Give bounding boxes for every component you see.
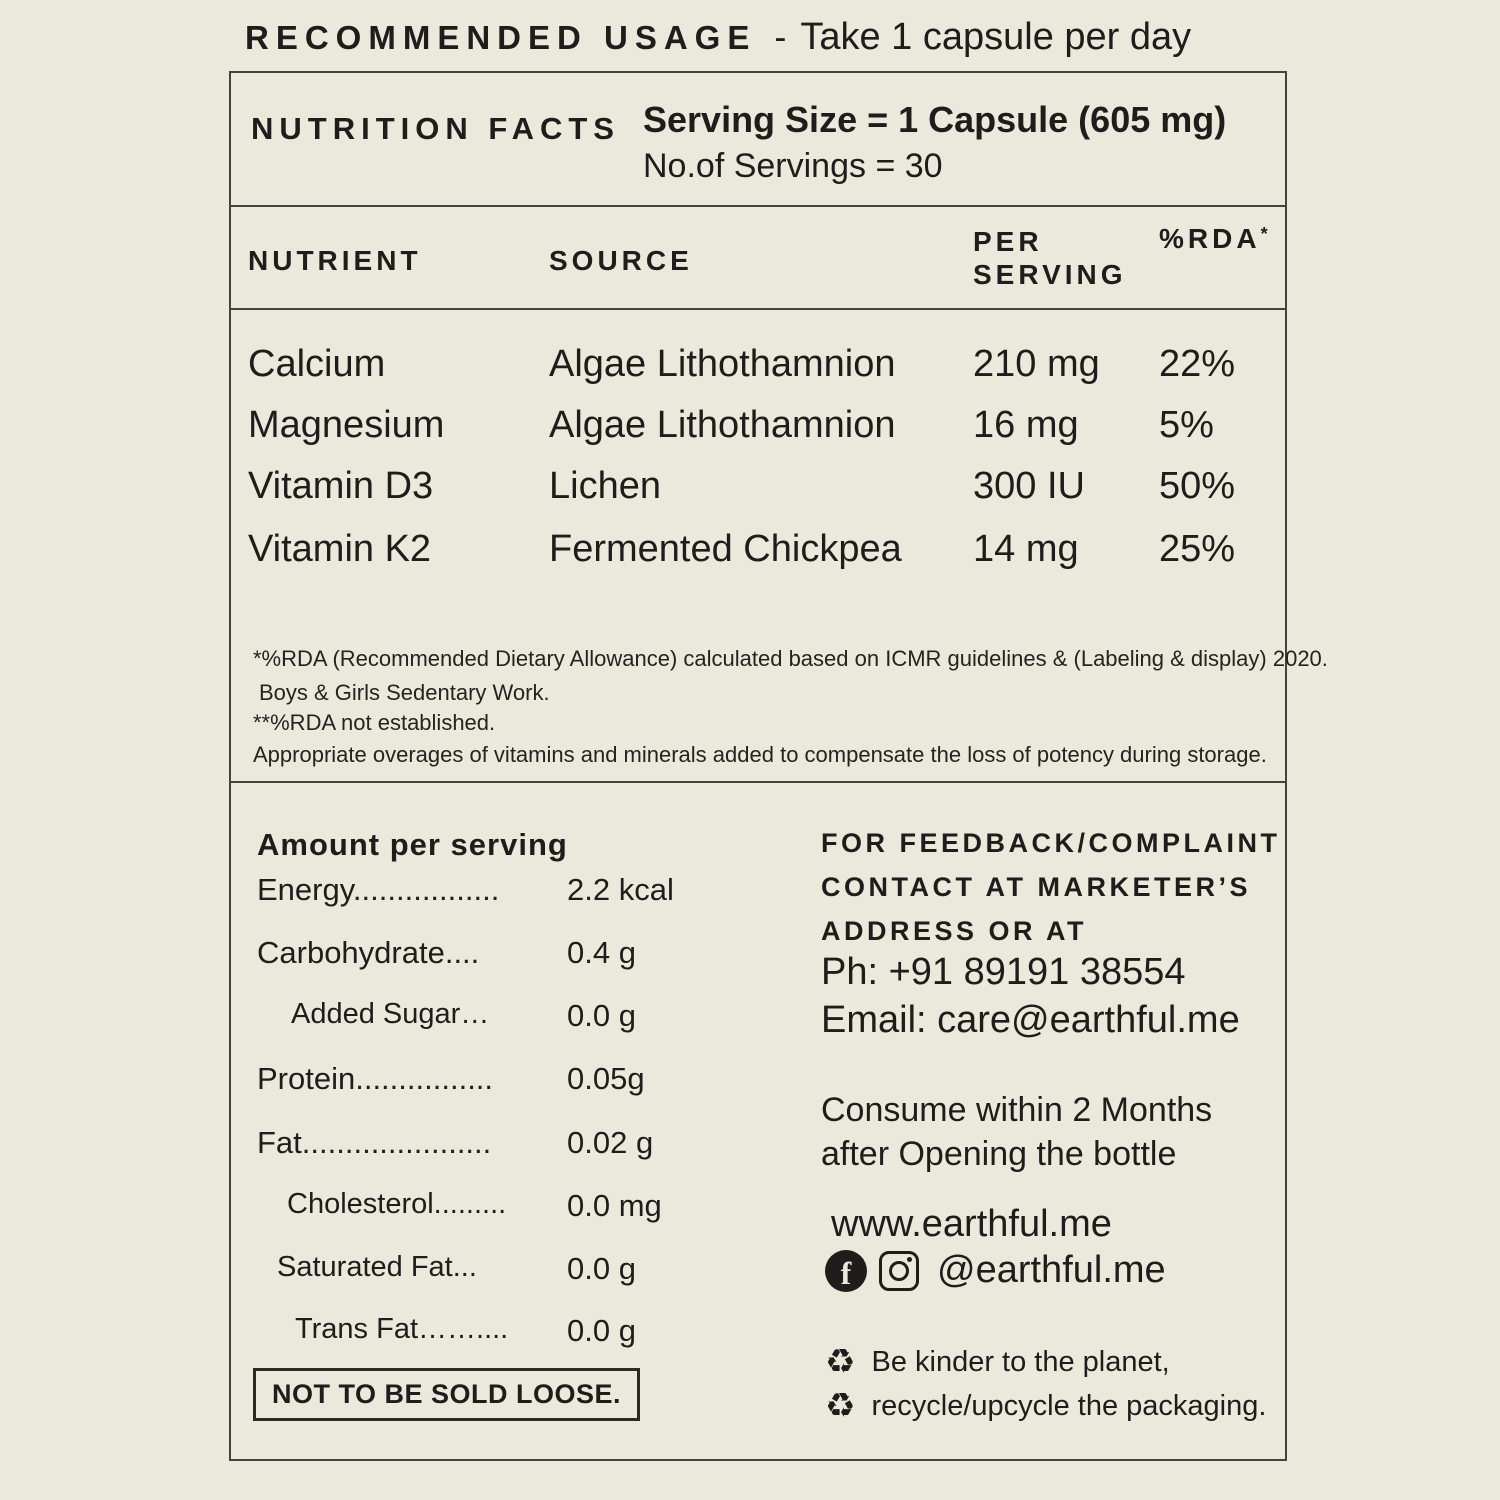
amount-value: 0.4 g bbox=[567, 935, 636, 970]
feedback-heading-line3: ADDRESS OR AT bbox=[821, 916, 1088, 946]
amount-row-energy bbox=[231, 872, 811, 912]
amount-value: 0.05g bbox=[567, 1061, 645, 1096]
amount-row-cholesterol bbox=[231, 1188, 811, 1228]
feedback-heading bbox=[821, 821, 1280, 953]
amount-value: 0.0 g bbox=[567, 998, 636, 1033]
amount-label: Added Sugar… bbox=[291, 998, 490, 1030]
amount-value: 0.02 g bbox=[567, 1125, 654, 1160]
recycle-text-1: Be kinder to the planet, bbox=[871, 1345, 1170, 1378]
nutrient-cell: Vitamin D3 bbox=[248, 465, 434, 507]
facebook-letter: f bbox=[840, 1254, 852, 1291]
footnote-rda-not-established: **%RDA not established. bbox=[253, 710, 496, 735]
footnote-rda-basis-cont: Boys & Girls Sedentary Work. bbox=[259, 680, 550, 705]
servings-count: No.of Servings = 30 bbox=[643, 147, 943, 185]
source-cell: Algae Lithothamnion bbox=[549, 343, 896, 385]
rda-asterisk: * bbox=[1260, 224, 1270, 244]
amount-per-serving-title: Amount per serving bbox=[257, 827, 568, 862]
feedback-heading-line2: CONTACT AT MARKETER’S bbox=[821, 872, 1251, 902]
feedback-heading-line1: FOR FEEDBACK/COMPLAINT bbox=[821, 828, 1281, 858]
table-row bbox=[231, 528, 1285, 578]
amount-value: 0.0 g bbox=[567, 1251, 636, 1286]
serving-info bbox=[643, 97, 1226, 189]
rda-cell: 5% bbox=[1159, 404, 1214, 446]
facebook-icon bbox=[825, 1250, 867, 1292]
table-row bbox=[231, 343, 1285, 393]
amount-label: Saturated Fat... bbox=[277, 1251, 477, 1283]
label-outer-box bbox=[229, 71, 1328, 1461]
instagram-lens bbox=[889, 1261, 909, 1281]
recommended-usage-title bbox=[245, 16, 1191, 59]
amount-label: Energy................. bbox=[257, 872, 500, 907]
consume-note bbox=[821, 1088, 1212, 1176]
facts-header-section bbox=[231, 73, 1285, 205]
amount-row-trans-fat bbox=[231, 1313, 811, 1353]
per-serving-cell: 300 IU bbox=[973, 465, 1085, 507]
recycle-text-2: recycle/upcycle the packaging. bbox=[871, 1389, 1267, 1422]
recycle-icon: ♻ bbox=[825, 1342, 856, 1382]
nutrient-cell: Vitamin K2 bbox=[248, 528, 432, 570]
per-line1: PER bbox=[973, 226, 1043, 257]
table-row bbox=[231, 404, 1285, 454]
bottom-section bbox=[231, 781, 1285, 1459]
table-header-row bbox=[231, 205, 1285, 308]
source-cell: Lichen bbox=[549, 465, 661, 507]
amount-value: 0.0 g bbox=[567, 1313, 636, 1348]
nutrition-facts-title: NUTRITION FACTS bbox=[251, 111, 620, 146]
recycle-note-1 bbox=[825, 1342, 1170, 1382]
website-url: www.earthful.me bbox=[831, 1203, 1112, 1245]
col-header-rda bbox=[1159, 223, 1270, 255]
rda-cell: 22% bbox=[1159, 343, 1236, 385]
recommended-usage-label: RECOMMENDED USAGE bbox=[245, 19, 757, 56]
amount-label: Trans Fat…….... bbox=[295, 1313, 509, 1345]
per-line2: SERVING bbox=[973, 259, 1127, 290]
table-body-section bbox=[231, 308, 1328, 781]
usage-instruction: Take 1 capsule per day bbox=[800, 16, 1192, 58]
col-header-source: SOURCE bbox=[549, 245, 693, 276]
recycle-icon: ♻ bbox=[825, 1386, 856, 1426]
title-dash: - bbox=[774, 16, 787, 57]
amount-row-saturated-fat bbox=[231, 1251, 811, 1291]
not-sold-loose-badge: NOT TO BE SOLD LOOSE. bbox=[253, 1368, 640, 1421]
social-handle: @earthful.me bbox=[937, 1249, 1166, 1291]
amount-row-added-sugar bbox=[231, 998, 811, 1038]
social-row bbox=[825, 1249, 1166, 1292]
nutrient-cell: Magnesium bbox=[248, 404, 445, 446]
per-serving-cell: 14 mg bbox=[973, 528, 1079, 570]
per-serving-cell: 16 mg bbox=[973, 404, 1079, 446]
serving-size: Serving Size = 1 Capsule (605 mg) bbox=[643, 99, 1227, 140]
col-header-nutrient: NUTRIENT bbox=[248, 245, 422, 276]
amount-value: 2.2 kcal bbox=[567, 872, 674, 907]
rda-text: %RDA bbox=[1159, 223, 1261, 254]
amount-row-carbohydrate bbox=[231, 935, 811, 975]
amount-value: 0.0 mg bbox=[567, 1188, 662, 1223]
source-cell: Algae Lithothamnion bbox=[549, 404, 896, 446]
footnote-overages: Appropriate overages of vitamins and minerals added to compensate the loss of potency during storage. bbox=[253, 742, 1267, 767]
amount-row-fat bbox=[231, 1125, 811, 1165]
amount-label: Protein................ bbox=[257, 1061, 494, 1096]
instagram-icon bbox=[879, 1251, 919, 1291]
amount-row-protein bbox=[231, 1061, 811, 1101]
recycle-note-2 bbox=[825, 1386, 1267, 1426]
email-address: Email: care@earthful.me bbox=[821, 999, 1240, 1041]
consume-line2: after Opening the bottle bbox=[821, 1135, 1177, 1173]
per-serving-cell: 210 mg bbox=[973, 343, 1100, 385]
col-header-per-serving bbox=[973, 225, 1127, 291]
rda-cell: 25% bbox=[1159, 528, 1236, 570]
table-row bbox=[231, 465, 1285, 515]
instagram-dot bbox=[907, 1257, 912, 1262]
rda-cell: 50% bbox=[1159, 465, 1236, 507]
footnote-rda-basis: *%RDA (Recommended Dietary Allowance) calculated based on ICMR guidelines & (Labeling & display) 2020. bbox=[253, 646, 1328, 671]
consume-line1: Consume within 2 Months bbox=[821, 1091, 1213, 1129]
phone-number: Ph: +91 89191 38554 bbox=[821, 951, 1186, 993]
amount-label: Cholesterol......... bbox=[287, 1188, 507, 1220]
source-cell: Fermented Chickpea bbox=[549, 528, 902, 570]
nutrient-cell: Calcium bbox=[248, 343, 386, 385]
amount-label: Carbohydrate.... bbox=[257, 935, 480, 970]
amount-label: Fat...................... bbox=[257, 1125, 492, 1160]
